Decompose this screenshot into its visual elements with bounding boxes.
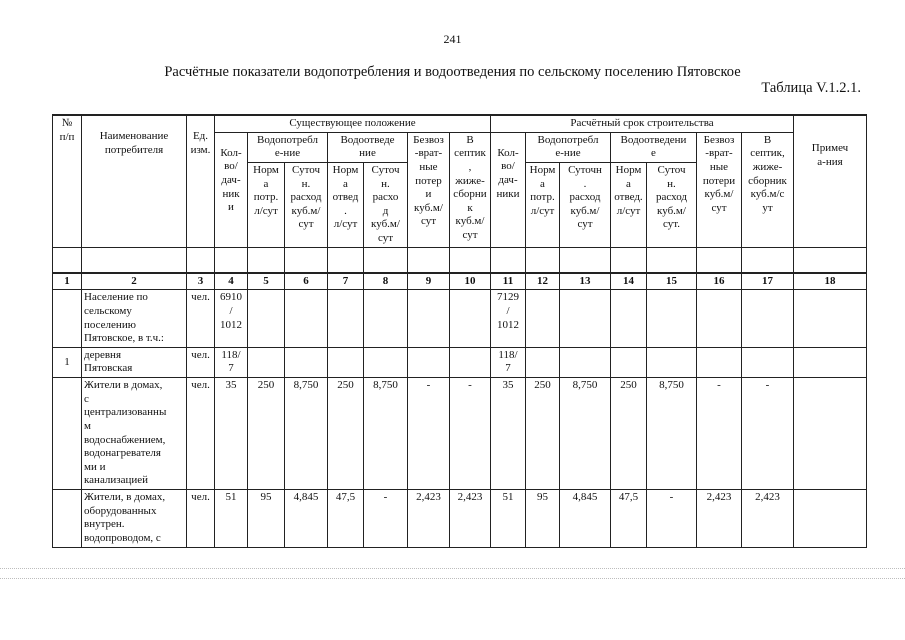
- header-existing-count: Кол- во/ дач- ник и: [215, 132, 248, 247]
- table-cell: 2,423: [697, 490, 742, 548]
- column-number: 5: [248, 273, 285, 290]
- table-cell: 8,750: [647, 378, 697, 490]
- table-cell: [328, 290, 364, 348]
- column-number: 12: [526, 273, 560, 290]
- table-cell: [794, 378, 867, 490]
- table-cell: чел.: [187, 347, 215, 377]
- table-cell: 250: [526, 378, 560, 490]
- header-planned-septic: В септик, жиже- сборник куб.м/с ут: [742, 132, 794, 247]
- dotted-separator: [0, 568, 905, 569]
- table-cell: [742, 347, 794, 377]
- table-cell: [697, 347, 742, 377]
- water-consumption-table: [52, 114, 867, 548]
- consumer-name-cell: Жители, в домах, оборудованных внутрен. водопроводом, с: [82, 490, 187, 548]
- consumer-name-cell: Население по сельскому поселению Пятовское, в т.ч.:: [82, 290, 187, 348]
- table-cell: 8,750: [560, 378, 611, 490]
- table-cell: [647, 290, 697, 348]
- header-existing-drain-daily: Суточ н. расхо д куб.м/ сут: [364, 162, 408, 247]
- table-cell: 2,423: [408, 490, 450, 548]
- table-cell: -: [450, 378, 491, 490]
- table-row: [53, 490, 867, 548]
- table-cell: [450, 290, 491, 348]
- table-cell: чел.: [187, 378, 215, 490]
- column-number: 10: [450, 273, 491, 290]
- column-number: 8: [364, 273, 408, 290]
- column-number: 3: [187, 273, 215, 290]
- table-cell: [285, 347, 328, 377]
- column-number: 4: [215, 273, 248, 290]
- header-name: Наименование потребителя: [82, 115, 187, 247]
- table-cell: [53, 490, 82, 548]
- table-cell: -: [408, 378, 450, 490]
- header-existing: Существующее положение: [215, 115, 491, 132]
- header-existing-drain: Водоотведе ние: [328, 132, 408, 162]
- dotted-separator: [0, 578, 905, 579]
- table-cell: -: [697, 378, 742, 490]
- table-cell: 8,750: [285, 378, 328, 490]
- consumer-name-cell: деревня Пятовская: [82, 347, 187, 377]
- header-note: Примеч а-ния: [794, 115, 867, 247]
- table-cell: [742, 290, 794, 348]
- table-cell: [53, 290, 82, 348]
- column-number-row: [53, 273, 867, 290]
- document-title: Расчётные показатели водопотребления и водоотведения по сельскому поселению Пятовское: [164, 64, 741, 80]
- table-cell: 4,845: [560, 490, 611, 548]
- table-label: Таблица V.1.2.1.: [761, 80, 861, 96]
- column-number: 18: [794, 273, 867, 290]
- column-number: 13: [560, 273, 611, 290]
- page-number: 241: [443, 32, 462, 46]
- table-cell: 95: [248, 490, 285, 548]
- table-cell: 51: [215, 490, 248, 548]
- column-number: 14: [611, 273, 647, 290]
- column-number: 9: [408, 273, 450, 290]
- table-cell: [248, 290, 285, 348]
- header-existing-loss: Безвоз -врат- ные потер и куб.м/ сут: [408, 132, 450, 247]
- table-cell: 4,845: [285, 490, 328, 548]
- table-cell: 250: [328, 378, 364, 490]
- column-number: 11: [491, 273, 526, 290]
- header-existing-water: Водопотребл е-ние: [248, 132, 328, 162]
- header-planned: Расчётный срок строительства: [491, 115, 794, 132]
- header-existing-drain-norm: Норм а отвед . л/сут: [328, 162, 364, 247]
- table-cell: 7129 / 1012: [491, 290, 526, 348]
- header-existing-water-daily: Суточ н. расход куб.м/ сут: [285, 162, 328, 247]
- table-cell: 250: [248, 378, 285, 490]
- table-cell: [408, 290, 450, 348]
- table-cell: 2,423: [450, 490, 491, 548]
- table-cell: 2,423: [742, 490, 794, 548]
- table-cell: [560, 290, 611, 348]
- table-cell: [364, 290, 408, 348]
- table-cell: 51: [491, 490, 526, 548]
- table-cell: 250: [611, 378, 647, 490]
- table-cell: [794, 290, 867, 348]
- header-existing-septic: В септик , жиже- сборни к куб.м/ сут: [450, 132, 491, 247]
- header-planned-water-daily: Суточн . расход куб.м/ сут: [560, 162, 611, 247]
- table-cell: [364, 347, 408, 377]
- header-planned-drain-daily: Суточ н. расход куб.м/ сут.: [647, 162, 697, 247]
- header-planned-drain: Водоотведени е: [611, 132, 697, 162]
- column-number: 16: [697, 273, 742, 290]
- header-planned-water-norm: Норм а потр. л/сут: [526, 162, 560, 247]
- table-cell: 6910 / 1012: [215, 290, 248, 348]
- table-cell: -: [742, 378, 794, 490]
- table-cell: [328, 347, 364, 377]
- table-cell: [408, 347, 450, 377]
- header-planned-water: Водопотребл е-ние: [526, 132, 611, 162]
- table-cell: [611, 290, 647, 348]
- table-cell: [611, 347, 647, 377]
- column-number: 15: [647, 273, 697, 290]
- table-cell: 35: [215, 378, 248, 490]
- table-row: [53, 378, 867, 490]
- table-row: [53, 347, 867, 377]
- table-cell: 8,750: [364, 378, 408, 490]
- consumer-name-cell: Жители в домах, с централизованны м водоснабжением, водонагревателя ми и канализацией: [82, 378, 187, 490]
- table-cell: чел.: [187, 290, 215, 348]
- header-spacer-row: [53, 247, 867, 273]
- table-cell: [560, 347, 611, 377]
- table-cell: [794, 347, 867, 377]
- table-cell: -: [647, 490, 697, 548]
- header-planned-count: Кол- во/ дач- ники: [491, 132, 526, 247]
- header-unit: Ед. изм.: [187, 115, 215, 247]
- table-cell: [794, 490, 867, 548]
- column-number: 2: [82, 273, 187, 290]
- table-cell: [285, 290, 328, 348]
- table-cell: 1: [53, 347, 82, 377]
- table-cell: [647, 347, 697, 377]
- table-cell: чел.: [187, 490, 215, 548]
- table-cell: 47,5: [328, 490, 364, 548]
- table-cell: 47,5: [611, 490, 647, 548]
- table-cell: [53, 378, 82, 490]
- column-number: 7: [328, 273, 364, 290]
- table-cell: [526, 347, 560, 377]
- table-cell: 118/ 7: [215, 347, 248, 377]
- table-cell: 35: [491, 378, 526, 490]
- table-cell: [697, 290, 742, 348]
- header-existing-water-norm: Норм а потр. л/сут: [248, 162, 285, 247]
- header-planned-drain-norm: Норм а отвед. л/сут: [611, 162, 647, 247]
- table-cell: 118/ 7: [491, 347, 526, 377]
- table-cell: [526, 290, 560, 348]
- table-cell: 95: [526, 490, 560, 548]
- header-num: № п/п: [53, 115, 82, 247]
- table-cell: [248, 347, 285, 377]
- column-number: 17: [742, 273, 794, 290]
- column-number: 6: [285, 273, 328, 290]
- table-cell: [450, 347, 491, 377]
- table-cell: -: [364, 490, 408, 548]
- table-row: [53, 290, 867, 348]
- column-number: 1: [53, 273, 82, 290]
- header-planned-loss: Безвоз -врат- ные потери куб.м/ сут: [697, 132, 742, 247]
